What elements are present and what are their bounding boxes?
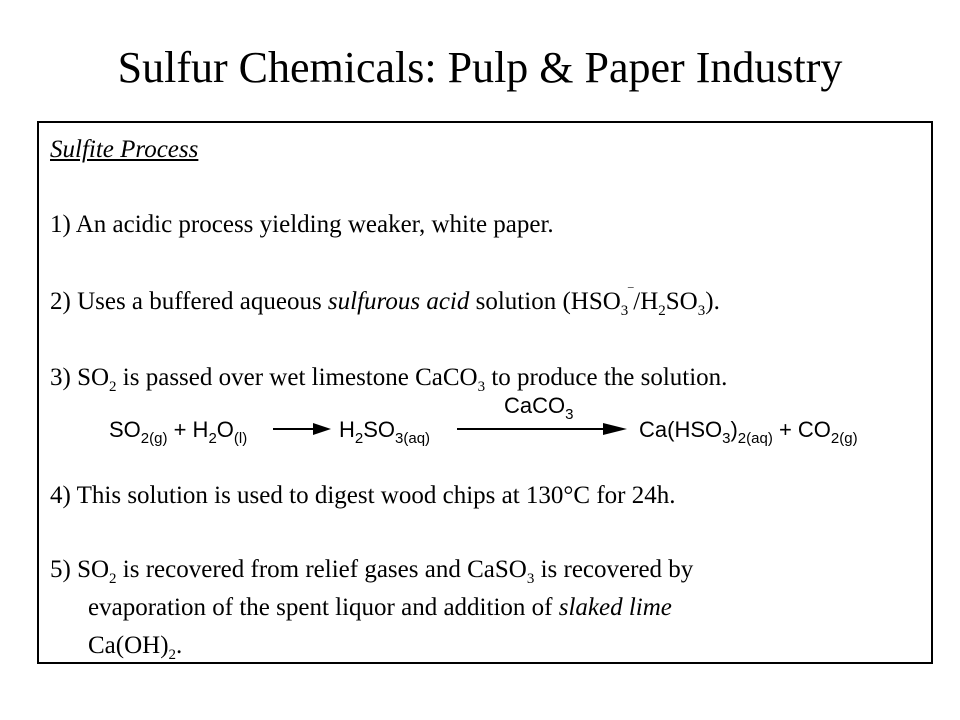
item-2-middle: solution (HSO	[469, 288, 621, 315]
item-2-slash: /H	[633, 288, 659, 315]
products: $Ca(HSO_3)_{2(aq)} + CO_{2(g)}$	[639, 417, 858, 447]
item-3-middle: is passed over wet limestone CaCO	[116, 364, 478, 391]
intermediate: $H_2SO_{3(aq)}$	[339, 417, 431, 447]
item-1: 1) An acidic process yielding weaker, white paper.	[50, 211, 554, 238]
item-3-prefix: 3) SO	[50, 364, 110, 391]
item-2-sub3: 3	[697, 303, 706, 319]
item-3	[50, 363, 727, 393]
item-5-line-1: 5) $SO_2$ is recovered from relief gases and CaSO$_3$ is recovered by	[50, 556, 694, 587]
slide-title: Sulfur Chemicals: Pulp & Paper Industry	[117, 43, 843, 92]
item-3-suffix: to produce the solution.	[485, 364, 728, 391]
item-5-line-3: $Ca(OH)_2$.	[88, 632, 183, 663]
item-2	[50, 287, 720, 317]
item-4: 4) This solution is used to digest wood chips at 130°C for 24h.	[50, 482, 676, 509]
item-3-sub1: 2	[109, 379, 117, 395]
section-heading: Sulfite Process	[50, 136, 199, 163]
reactants: $SO_{2(g)} + H_2O_{(l)}$	[109, 417, 248, 447]
item-2-so: SO	[665, 288, 698, 315]
item-2-sup1: ‾	[628, 287, 634, 303]
reaction-arrow-2-icon	[457, 421, 627, 437]
catalyst-label: CaCO$_3$	[504, 393, 574, 423]
content-box	[37, 121, 933, 664]
item-3-sub2: 3	[477, 379, 486, 395]
item-5-line-2: evaporation of the spent liquor and addition of slaked lime	[88, 594, 672, 621]
reaction-equation	[109, 393, 869, 447]
item-2-sub1: 3	[620, 303, 629, 319]
reaction-arrow-1-icon	[273, 421, 331, 437]
item-2-suffix: ).	[705, 288, 720, 315]
item-2-prefix: 2) Uses a buffered aqueous	[50, 288, 328, 315]
item-2-italic: sulfurous acid	[327, 288, 470, 315]
item-2-sub2: 2	[658, 303, 666, 319]
